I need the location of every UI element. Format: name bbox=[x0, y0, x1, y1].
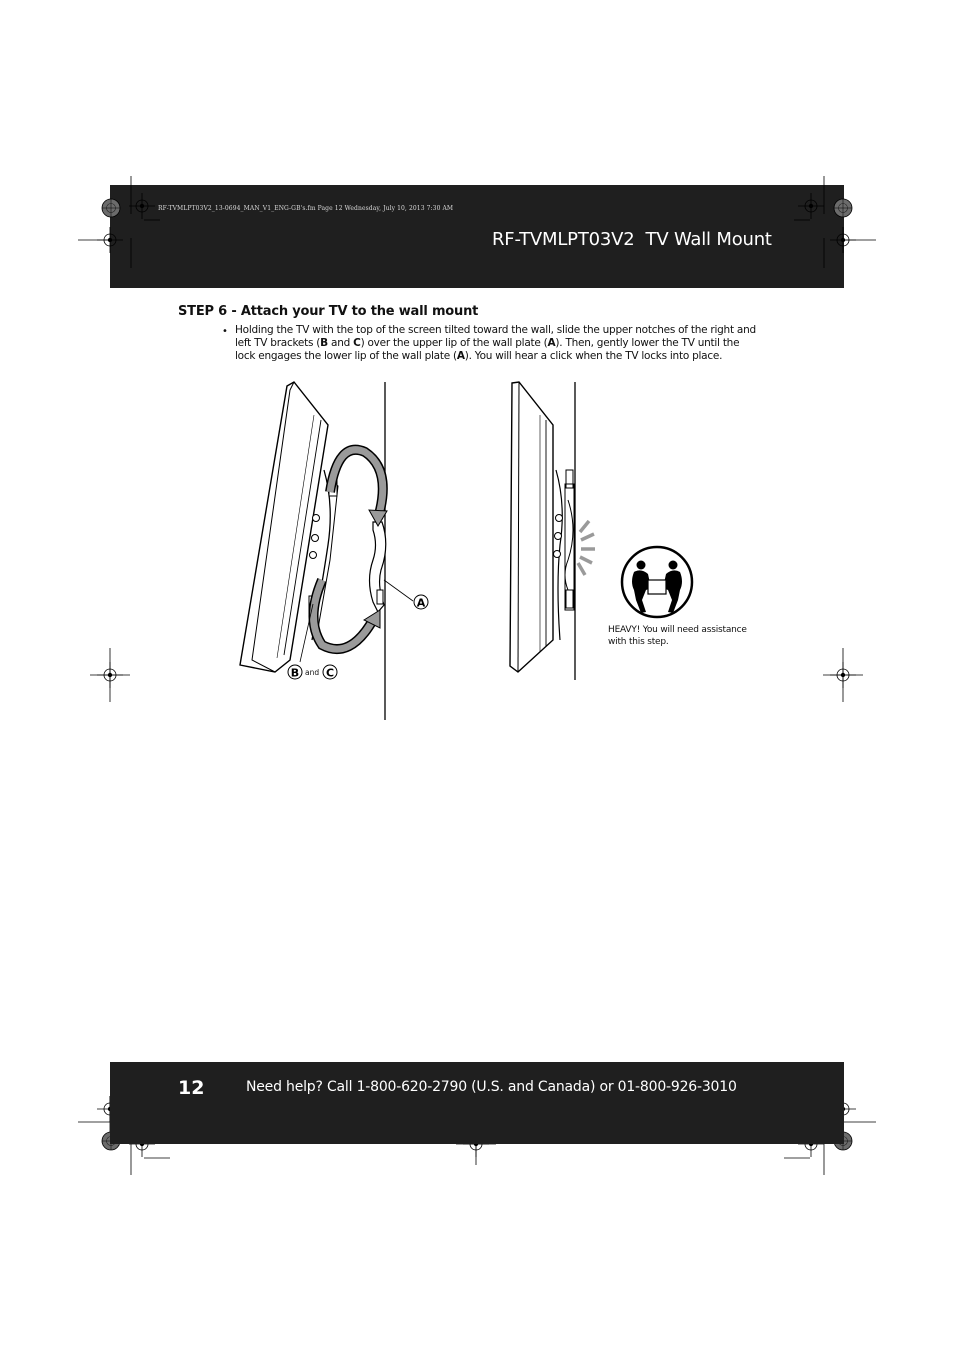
registration-ball-icon bbox=[102, 199, 120, 217]
callout-c-label: C bbox=[325, 666, 335, 680]
two-person-lift-icon bbox=[622, 547, 692, 617]
step-heading: STEP 6 - Attach your TV to the wall mount bbox=[178, 304, 479, 319]
ref-a: A bbox=[456, 350, 465, 362]
registration-mark-icon bbox=[97, 227, 123, 253]
instruction-part: and bbox=[327, 337, 354, 349]
callout-and-text: and bbox=[305, 668, 320, 677]
arrow-up-curve bbox=[330, 450, 383, 518]
bullet-marker: • bbox=[222, 326, 228, 337]
help-line: Need help? Call 1-800-620-2790 (U.S. and Canada) or 01-800-926-3010 bbox=[246, 1079, 737, 1095]
registration-ball-icon bbox=[834, 199, 852, 217]
instruction-part: Holding the TV with the top of the screen tilted toward the wall, slide the upper notches of the right and left TV brackets ( bbox=[235, 324, 756, 349]
crop-marks-top bbox=[78, 176, 876, 268]
registration-mark-icon bbox=[830, 227, 856, 253]
registration-mark-icon bbox=[798, 193, 824, 219]
ref-c: C bbox=[353, 337, 361, 349]
document-title: RF-TVMLPT03V2 TV Wall Mount bbox=[492, 229, 772, 250]
ref-a: A bbox=[547, 337, 556, 349]
registration-mark-icon bbox=[129, 193, 155, 219]
ref-b: B bbox=[320, 337, 328, 349]
callout-a-label: A bbox=[416, 596, 426, 610]
instruction-part: ). You will hear a click when the TV locks into place. bbox=[464, 350, 723, 362]
tv-mounted-illustration bbox=[510, 382, 595, 680]
callout-b-label: B bbox=[290, 666, 300, 680]
print-slug: RF-TVMLPT03V2_13-0694_MAN_V1_ENG-GB's.fm Page 12 Wednesday, July 10, 2013 7:30 AM bbox=[158, 205, 454, 212]
instruction-part: ) over the upper lip of the wall plate ( bbox=[360, 337, 548, 349]
heavy-warning-caption: HEAVY! You will need assistance with this step. bbox=[608, 625, 747, 647]
click-burst-icon bbox=[578, 521, 595, 575]
instruction-part: ). Then, gently lower the TV until the lock engages the lower lip of the wall plate ( bbox=[235, 337, 740, 362]
page-number: 12 bbox=[178, 1077, 205, 1099]
footer-band bbox=[110, 1062, 844, 1144]
